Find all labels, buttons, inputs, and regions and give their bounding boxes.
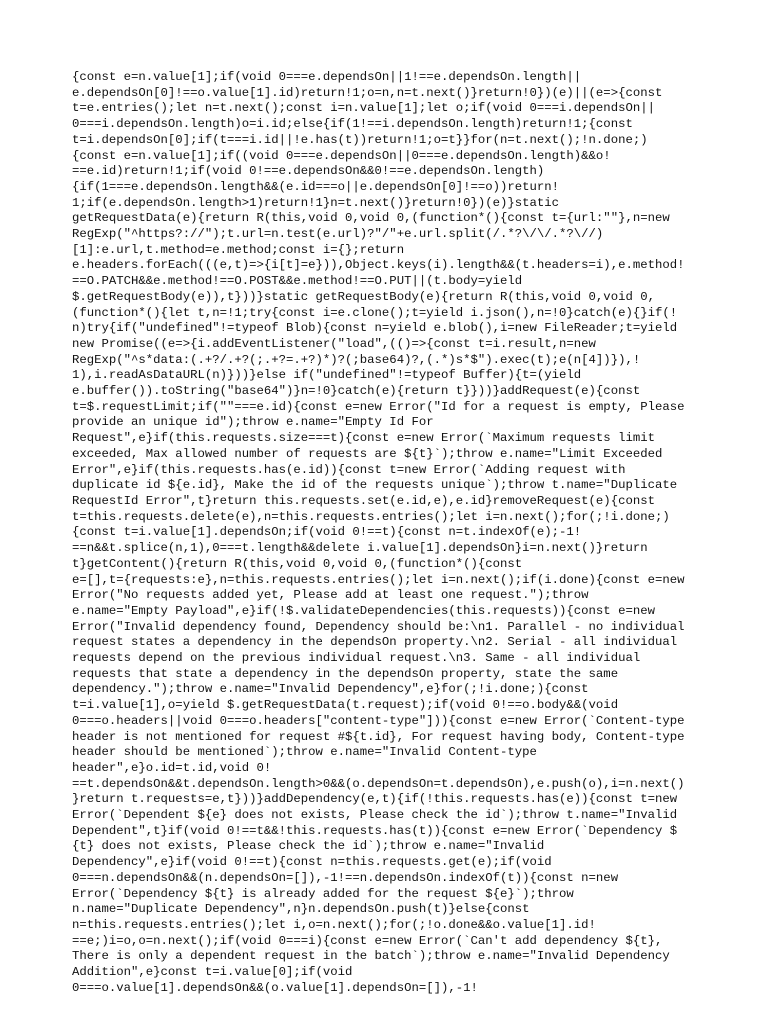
code-line: }return t.requests=e,t}))}addDependency(e,t){if(!this.requests.has(e)){const t=new [72, 792, 678, 807]
code-line: {if(1===e.dependsOn.length&&(e.id===o||e.dependsOn[0]!==o))return! [72, 179, 560, 194]
code-line: t=$.requestLimit;if(""===e.id){const e=new Error("Id for a request is empty, Please [72, 399, 685, 414]
code-line: header",e}o.id=t.id,void 0! [72, 760, 272, 775]
code-line: requests depend on the previous individual request.\n3. Same - all individual [72, 651, 641, 666]
code-line: 0===n.dependsOn&&(n.dependsOn=[]),-1!==n.dependsOn.indexOf(t)){const n=new [72, 870, 619, 885]
code-line: Addition",e}const t=i.value[0];if(void [72, 965, 353, 980]
code-line: t=i.value[1],o=yield $.getRequestData(t.request);if(void 0!==o.body&&(void [72, 698, 619, 713]
code-line: n=this.requests.entries();let i,o=n.next();for(;!o.done&&o.value[1].id! [72, 917, 596, 932]
code-line: e.name="Empty Payload",e}if(!$.validateDependencies(this.requests)){const e=new [72, 603, 655, 618]
code-line: new Promise((e=>{i.addEventListener("load",(()=>{const t=i.result,n=new [72, 336, 596, 351]
code-line: t=e.entries();let n=t.next();const i=n.value[1];let o;if(void 0===i.dependsOn|| [72, 101, 655, 116]
code-line: RequestId Error",t}return this.requests.set(e.id,e),e.id}removeRequest(e){const [72, 493, 655, 508]
code-line: Error",e}if(this.requests.has(e.id)){const t=new Error(`Adding request with [72, 462, 626, 477]
code-line: ==e;)i=o,o=n.next();if(void 0===i){const e=new Error(`Can't add dependency ${t}, [72, 933, 663, 948]
code-document [72, 70, 700, 996]
code-line: e.dependsOn[0]!==o.value[1].id)return!1;o=n,n=t.next()}return!0})(e)||(e=>{const [72, 85, 663, 100]
code-line: ==O.PATCH&&e.method!==O.POST&&e.method!==O.PUT||(t.body=yield [72, 274, 523, 289]
code-line: ==e.id)return!1;if(void 0!==e.dependsOn&&0!==e.dependsOn.length) [72, 164, 545, 179]
code-line: Dependency",e}if(void 0!==t){const n=this.requests.get(e);if(void [72, 855, 552, 870]
code-line: [1]:e.url,t.method=e.method;const i={};return [72, 242, 405, 257]
code-line: dependency.");throw e.name="Invalid Dependency",e}for(;!i.done;){const [72, 682, 589, 697]
code-line: getRequestData(e){return R(this,void 0,void 0,(function*(){const t={url:""},n=new [72, 211, 670, 226]
code-line: (function*(){let t,n=!1;try{const i=e.clone();t=yield i.json(),n=!0}catch(e){}if(! [72, 305, 678, 320]
code-line: $.getRequestBody(e)),t}))}static getRequestBody(e){return R(this,void 0,void 0, [72, 289, 655, 304]
code-line: 0===o.headers||void 0===o.headers["content-type"])){const e=new Error(`Content-type [72, 713, 685, 728]
code-line: Dependent",t}if(void 0!==t&&!this.requests.has(t)){const e=new Error(`Dependency $ [72, 823, 678, 838]
code-line: RegExp("^https?://");t.url=n.test(e.url)?"/"+e.url.split(/.*?\/\/.*?\//) [72, 227, 604, 242]
code-line: Request",e}if(this.requests.size===t){const e=new Error(`Maximum requests limit [72, 431, 655, 446]
code-line: RegExp("^s*data:(.+?/.+?(;.+?=.+?)*)?(;base64)?,(.*)s*$").exec(t);e(n[4])}),! [72, 352, 641, 367]
code-line: 0===o.value[1].dependsOn&&(o.value[1].dependsOn=[]),-1! [72, 980, 478, 995]
code-line: {const e=n.value[1];if((void 0===e.dependsOn||0===e.dependsOn.length)&&o! [72, 148, 611, 163]
code-line: duplicate id ${e.id}, Make the id of the requests unique`);throw t.name="Duplicate [72, 478, 678, 493]
code-line: Error("No requests added yet, Please add at least one request.");throw [72, 588, 589, 603]
code-line: 0===i.dependsOn.length)o=i.id;else{if(1!==i.dependsOn.length)return!1;{const [72, 117, 633, 132]
code-line: ==t.dependsOn&&t.dependsOn.length>0&&(o.dependsOn=t.dependsOn),e.push(o),i=n.next() [72, 776, 685, 791]
code-line: n)try{if("undefined"!=typeof Blob){const n=yield e.blob(),i=new FileReader;t=yield [72, 321, 678, 336]
code-line: provide an unique id");throw e.name="Empty Id For [72, 415, 434, 430]
code-line: header is not mentioned for request #${t.id}, For request having body, Content-type [72, 729, 685, 744]
code-line: ==n&&t.splice(n,1),0===t.length&&delete i.value[1].dependsOn}i=n.next()}return [72, 541, 648, 556]
code-line: e=[],t={requests:e},n=this.requests.entries();let i=n.next();if(i.done){const e=new [72, 572, 685, 587]
code-line: 1;if(e.dependsOn.length>1)return!1}n=t.next()}return!0})(e)}static [72, 195, 560, 210]
code-line: e.headers.forEach(((e,t)=>{i[t]=e})),Object.keys(i).length&&(t.headers=i),e.method! [72, 258, 685, 273]
code-line: exceeded, Max allowed number of requests are ${t}`);throw e.name="Limit Exceeded [72, 446, 663, 461]
code-line: request states a dependency in the dependsOn property.\n2. Serial - all individual [72, 635, 678, 650]
code-line: e.buffer()).toString("base64")}n=!0}catch(e){return t}}))}addRequest(e){const [72, 384, 641, 399]
code-line: n.name="Duplicate Dependency",n}n.dependsOn.push(t)}else{const [72, 902, 530, 917]
code-line: t=this.requests.delete(e),n=this.requests.entries();let i=n.next();for(;!i.done;) [72, 509, 670, 524]
code-line: There is only a dependent request in the batch`);throw e.name="Invalid Dependency [72, 949, 670, 964]
code-line: t}getContent(){return R(this,void 0,void 0,(function*(){const [72, 556, 523, 571]
code-line: Error(`Dependent ${e} does not exists, Please check the id`);throw t.name="Invalid [72, 808, 678, 823]
code-line: Error(`Dependency ${t} is already added for the request ${e}`);throw [72, 886, 574, 901]
code-line: header should be mentioned`);throw e.name="Invalid Content-type [72, 745, 537, 760]
code-line: Error("Invalid dependency found, Dependency should be:\n1. Parallel - no individual [72, 619, 685, 634]
code-line: {t} does not exists, Please check the id`);throw e.name="Invalid [72, 839, 545, 854]
code-line: t=i.dependsOn[0];if(t===i.id||!e.has(t))return!1;o=t}}for(n=t.next();!n.done;) [72, 132, 648, 147]
code-line: {const t=i.value[1].dependsOn;if(void 0!==t){const n=t.indexOf(e);-1! [72, 525, 582, 540]
code-line: requests that state a dependency in the dependsOn property, state the same [72, 666, 619, 681]
code-line: {const e=n.value[1];if(void 0===e.dependsOn||1!==e.dependsOn.length|| [72, 70, 582, 84]
code-line: 1),i.readAsDataURL(n)}))}else if("undefined"!=typeof Buffer){t=(yield [72, 368, 582, 383]
